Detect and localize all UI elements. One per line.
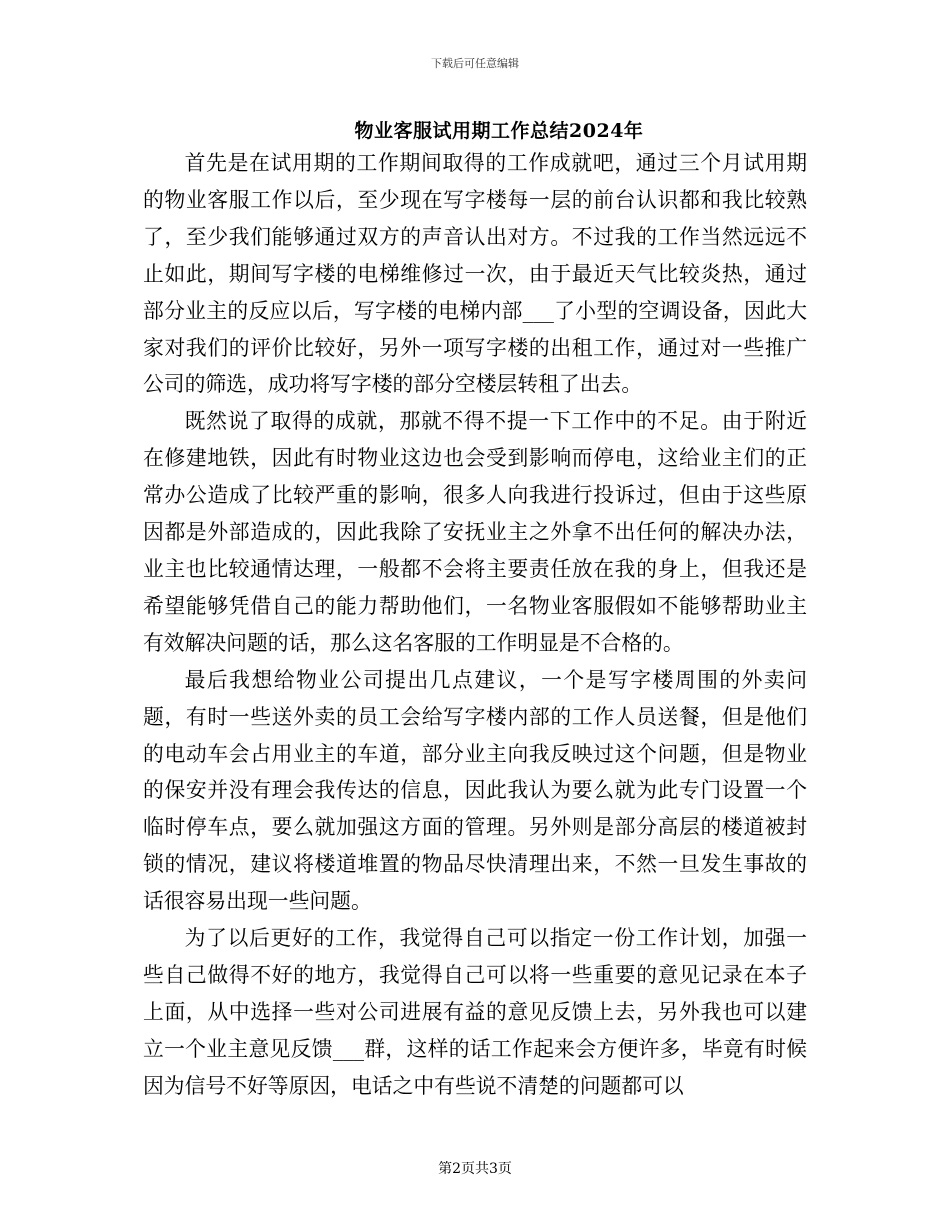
paragraph-suggestions: 最后我想给物业公司提出几点建议，一个是写字楼周围的外卖问题，有时一些送外卖的员工会给写字楼内部的工作人员送餐，但是他们的电动车会占用业主的车道，部分业主向我反映过这个问题，但是物业的保安并没有理会我传达的信息，因此我认为要么就为此专门设置一个临时停车点，要么就加强这方面的管理。另外则是部分高层的楼道被封锁的情况，建议将楼道堆置的物品尽快清理出来，不然一旦发生事故的话很容易出现一些问题。 xyxy=(143,667,807,914)
document-body xyxy=(143,145,807,1105)
document-title: 物业客服试用期工作总结2024年 xyxy=(354,120,644,142)
header-note: 下载后可任意编辑 xyxy=(431,57,519,70)
page-number: 第2页共3页 xyxy=(438,1161,512,1177)
paragraph-shortcomings: 既然说了取得的成就，那就不得不提一下工作中的不足。由于附近在修建地铁，因此有时物业这边也会受到影响而停电，这给业主们的正常办公造成了比较严重的影响，很多人向我进行投诉过，但由于这些原因都是外部造成的，因此我除了安抚业主之外拿不出任何的解决办法，业主也比较通情达理，一般都不会将主要责任放在我的身上，但我还是希望能够凭借自己的能力帮助他们，一名物业客服假如不能够帮助业主有效解决问题的话，那么这名客服的工作明显是不合格的。 xyxy=(143,409,807,655)
paragraph-work-plan: 为了以后更好的工作，我觉得自己可以指定一份工作计划，加强一些自己做得不好的地方，我觉得自己可以将一些重要的意见记录在本子上面，从中选择一些对公司进展有益的意见反馈上去，另外我也可以建立一个业主意见反馈___群，这样的话工作起来会方便许多，毕竟有时候因为信号不好等原因，电话之中有些说不清楚的问题都可以 xyxy=(143,926,807,1098)
paragraph-achievements: 首先是在试用期的工作期间取得的工作成就吧，通过三个月试用期的物业客服工作以后，至少现在写字楼每一层的前台认识都和我比较熟了，至少我们能够通过双方的声音认出对方。不过我的工作当然远远不止如此，期间写字楼的电梯维修过一次，由于最近天气比较炎热，通过部分业主的反应以后，写字楼的电梯内部___了小型的空调设备，因此大家对我们的评价比较好，另外一项写字楼的出租工作，通过对一些推广公司的筛选，成功将写字楼的部分空楼层转租了出去。 xyxy=(143,151,807,397)
